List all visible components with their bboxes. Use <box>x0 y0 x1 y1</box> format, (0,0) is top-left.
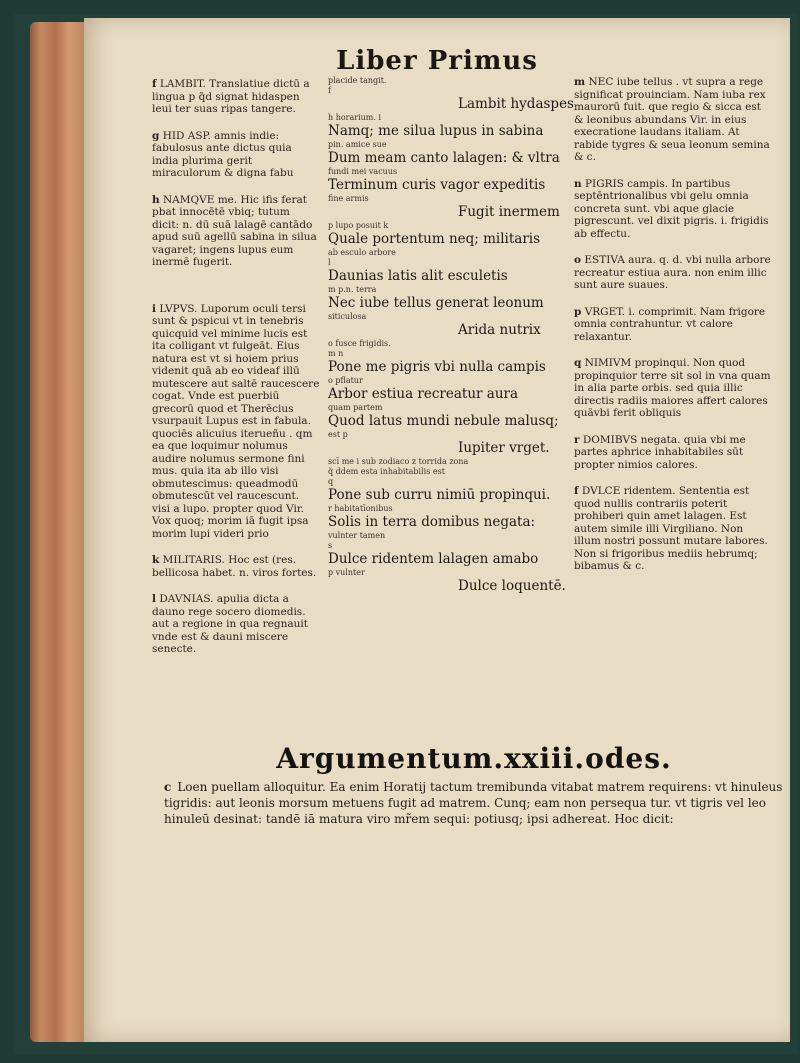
gloss-s: f DVLCE ridentem. Sententia est quod nullis contrariis poterit prohiberi quin amet lalagen. Est autem simile illi Virgiliano. Non illum nostri possunt mutare labores. Non si frigoribus mediis hebrumq; bibamus & c. <box>574 485 768 572</box>
verse-line: Quale portentum neq; militaris <box>328 231 541 247</box>
interlinear-gloss: quam partem <box>328 403 383 412</box>
left-commentary <box>152 78 320 670</box>
interlinear-gloss: l <box>328 258 331 267</box>
gloss-r: r DOMIBVS negata. quia vbi me partes aphrice inhabitabiles sūt propter nimios calores. <box>574 433 746 471</box>
verse-line: Lambit hydaspes <box>458 96 574 112</box>
argument-block <box>164 742 784 827</box>
interlinear-gloss: s <box>328 541 333 550</box>
verse-line: Nec iube tellus generat leonum <box>328 295 544 311</box>
argument-title: Argumentum.xxiii.odes. <box>276 742 672 775</box>
verse-line: Dulce loquentē. <box>458 578 566 594</box>
page-edges <box>30 22 86 1042</box>
interlinear-gloss: o pflatur <box>328 376 363 385</box>
verse-line: Namq; me silua lupus in sabina <box>328 123 544 139</box>
gloss-h: h NAMQVE me. Hic ifis ferat pbat innocētē vbiq; tutum dicit: n. dū suā lalagē cantādo apud suū agellū sabina in silua vagaret; ingens lupus eum inermē fugerit. <box>152 193 317 268</box>
interlinear-gloss: q̃ ddem esta inhabitabilis est <box>328 467 445 476</box>
verse-line: Arida nutrix <box>458 322 541 338</box>
verse-line: Arbor estiua recreatur aura <box>328 386 519 402</box>
gloss-p: p VRGET. i. comprimit. Nam frigore omnia contrahuntur. vt calore relaxantur. <box>574 305 766 343</box>
verse-line: Dum meam canto lalagen: & vltra <box>328 150 560 166</box>
gloss-m: m NEC iube tellus . vt supra a rege significat prouinciam. Nam iuba rex maurorū fuit. que regio & sicca est & leonibus abundans Vir. in eius execratione laudans italiam. At rabide tygres & seua leonum semina & c. <box>574 76 770 163</box>
interlinear-gloss: est p <box>328 430 348 439</box>
interlinear-gloss: siticulosa <box>328 312 367 321</box>
gloss-f: f LAMBIT. Translatiue dictū a lingua p q̃d signat hidaspen leui ter suas ripas tangere. <box>152 78 310 115</box>
running-head: Liber Primus <box>336 46 538 76</box>
interlinear-gloss: p vulnter <box>328 568 365 577</box>
interlinear-gloss: placide tangit. <box>328 76 387 85</box>
gloss-o: o ESTIVA aura. q. d. vbi nulla arbore recreatur estiua aura. non enim illic sunt aure suaues. <box>574 254 771 291</box>
verse-line: Solis in terra domibus negata: <box>328 514 536 530</box>
interlinear-gloss: m p.n. terra <box>328 285 377 294</box>
gloss-k: k MILITARIS. Hoc est (res. bellicosa habet. n. viros fortes. <box>152 554 317 579</box>
verse-line: Iupiter vrget. <box>458 440 550 456</box>
interlinear-gloss: o fusce frigidis. <box>328 339 391 348</box>
ode-verses <box>328 76 574 595</box>
interlinear-gloss: q <box>328 477 334 486</box>
verse-line: Daunias latis alit esculetis <box>328 268 508 284</box>
gloss-n: n PIGRIS campis. In partibus septēntrionalibus vbi gelu omnia concreta sunt. vbi aque glacie pigrescunt. vel dixit pigris. i. frigidis ab effectu. <box>574 177 769 240</box>
interlinear-gloss: fundi mei vacuus <box>328 167 398 176</box>
gloss-i: i LVPVS. Luporum oculi tersi sunt & pspicui vt in tenebris quicquid vel minime lucis est ita colligant vt fulgeāt. Eius natura est vt si hoiem prius videnit quā ab eo videaf illū mutescere aut saltē raucescere cogat. Vnde est puerbiū grecorū quod et Therēcius vsurpauit Lupus est in fabula. quociēs alicuius iterueñu . qm ea que loquimur nolumus audire nolumus sermone fini mus. quia ita ab illo visi obmutescimus: queadmodū obmutescūt vel raucescunt. visi a lupo. propter quod Vir. Vox quoq; morim iā fugit ipsa morim lupi videri prio <box>152 302 320 540</box>
verse-line: Terminum curis vagor expeditis <box>328 177 546 193</box>
interlinear-gloss: r habitatīonibus <box>328 504 393 513</box>
interlinear-gloss: h horarium. i <box>328 113 382 122</box>
interlinear-gloss: p lupo posuit k <box>328 221 389 230</box>
interlinear-gloss: scī me i sub zodiaco z torrida zona <box>328 457 469 466</box>
interlinear-gloss: pin. amice sue <box>328 140 387 149</box>
verse-line: Dulce ridentem lalagen amabo <box>328 551 539 567</box>
gloss-q: q NIMIVM propinqui. Non quod propinquior terre sit sol in vna quam in alia parte orbis. sed quia illic directis radiis maiores affert calores quāvbi ferit obliquis <box>574 357 771 419</box>
verse-line: Fugit inermem <box>458 204 560 220</box>
interlinear-gloss: vulnter tamen <box>328 531 386 540</box>
book-page <box>84 18 790 1042</box>
verse-line: Pone sub curru nimiū propinqui. <box>328 487 551 503</box>
verse-line: Quod latus mundi nebule malusq; <box>328 413 559 429</box>
right-commentary <box>574 76 772 587</box>
gloss-l: l DAVNIAS. apulia dicta a dauno rege socero diomedis. aut a regione in qua regnauit vnde est & dauni miscere senecte. <box>152 593 308 655</box>
interlinear-gloss: m n <box>328 349 344 358</box>
gloss-g: g HID ASP. amnis indie: fabulosus ante dictus quia india plurima gerit miraculorum & digna fabu <box>152 129 294 179</box>
interlinear-gloss: ab esculo arbore <box>328 248 396 257</box>
argument-text: c Loen puellam alloquitur. Ea enim Horatij tactum tremibunda vitabat matrem requirens: vt hinuleus tigridis: aut leonis morsum metuens fugit ad matrem. Cunq; eam non persequa tur. vt tigris vel leo hinuleū desinat: tandē iā matura viro mr̃em sequi: potiusq; ipsi adhereat. Hoc dicit: <box>164 780 783 826</box>
interlinear-gloss: f <box>328 86 331 95</box>
interlinear-gloss: fine armis <box>328 194 369 203</box>
verse-line: Pone me pigris vbi nulla campis <box>328 359 546 375</box>
